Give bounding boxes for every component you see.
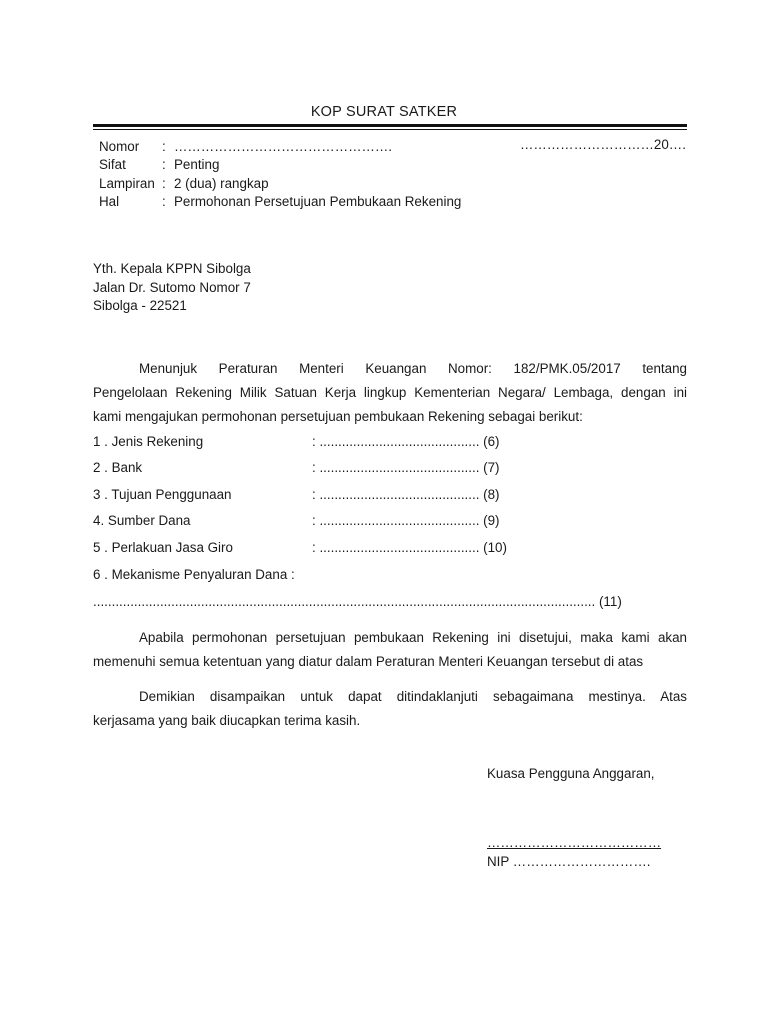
recipient-line-3: Sibolga - 22521	[93, 298, 187, 313]
field-value-sifat: Penting	[174, 157, 220, 172]
list-item-value: : ........................................... (8)	[312, 487, 500, 502]
list-item-label: 3 . Tujuan Penggunaan	[93, 487, 232, 502]
letterhead-title: KOP SURAT SATKER	[310, 104, 458, 120]
intro-paragraph	[93, 357, 687, 429]
list-item-value: : ........................................... (10)	[312, 540, 507, 555]
para2-line-1	[93, 626, 687, 650]
para3-line-1	[93, 685, 687, 709]
list-item-value: : ........................................... (9)	[312, 513, 500, 528]
letter-date: …………………………20….	[520, 137, 686, 152]
field-label-lampiran: Lampiran	[99, 176, 155, 191]
paragraph-approval	[93, 626, 687, 674]
field-label-nomor: Nomor	[99, 139, 140, 154]
para2-line-2: memenuhi semua ketentuan yang diatur dalam Peraturan Menteri Keuangan tersebut di atas	[93, 654, 644, 669]
signature-nip: NIP ………………………….	[487, 854, 651, 869]
list-item-label: 1 . Jenis Rekening	[93, 434, 204, 449]
signature-name-line: …………………………………	[487, 835, 662, 850]
paragraph-closing	[93, 685, 687, 733]
para3-line-1-text: Demikian disampaikan untuk dapat ditindaklanjuti sebagaimana mestinya. Atas	[139, 689, 687, 704]
field-colon-sifat: :	[162, 157, 166, 172]
field-value-nomor: ………………………………………….	[174, 139, 392, 154]
para2-line-1-text: Apabila permohonan persetujuan pembukaan Rekening ini disetujui, maka kami akan	[139, 630, 687, 645]
field-value-hal: Permohonan Persetujuan Pembukaan Rekening	[174, 194, 462, 209]
recipient-line-1: Yth. Kepala KPPN Sibolga	[93, 261, 251, 276]
intro-line-1	[93, 357, 687, 381]
list-item-label: 2 . Bank	[93, 460, 143, 475]
intro-line-2: Pengelolaan Rekening Milik Satuan Kerja lingkup Kementerian Negara/ Lembaga, dengan ini	[93, 385, 687, 400]
field-label-sifat: Sifat	[99, 157, 126, 172]
list-item-value: : ........................................... (6)	[312, 434, 500, 449]
list-item-label: 5 . Perlakuan Jasa Giro	[93, 540, 233, 555]
recipient-line-2: Jalan Dr. Sutomo Nomor 7	[93, 280, 251, 295]
list-item-6-value: ....................................................................................................................................... (11)	[93, 594, 622, 609]
field-colon-nomor: :	[162, 139, 166, 154]
letterhead-rule-thick	[93, 124, 687, 127]
field-label-hal: Hal	[99, 194, 120, 209]
intro-line-1-text: Menunjuk Peraturan Menteri Keuangan Nomor: 182/PMK.05/2017 tentang	[139, 361, 687, 376]
field-colon-hal: :	[162, 194, 166, 209]
letterhead-rule-thin	[93, 129, 687, 130]
field-value-lampiran: 2 (dua) rangkap	[174, 176, 269, 191]
intro-line-3: kami mengajukan permohonan persetujuan pembukaan Rekening sebagai berikut:	[93, 409, 583, 424]
para3-line-2: kerjasama yang baik diucapkan terima kasih.	[93, 713, 361, 728]
list-item-label: 4. Sumber Dana	[93, 513, 191, 528]
field-colon-lampiran: :	[162, 176, 166, 191]
signature-title: Kuasa Pengguna Anggaran,	[487, 766, 655, 781]
list-item-value: : ........................................... (7)	[312, 460, 500, 475]
list-item-6-label: 6 . Mekanisme Penyaluran Dana :	[93, 567, 295, 582]
